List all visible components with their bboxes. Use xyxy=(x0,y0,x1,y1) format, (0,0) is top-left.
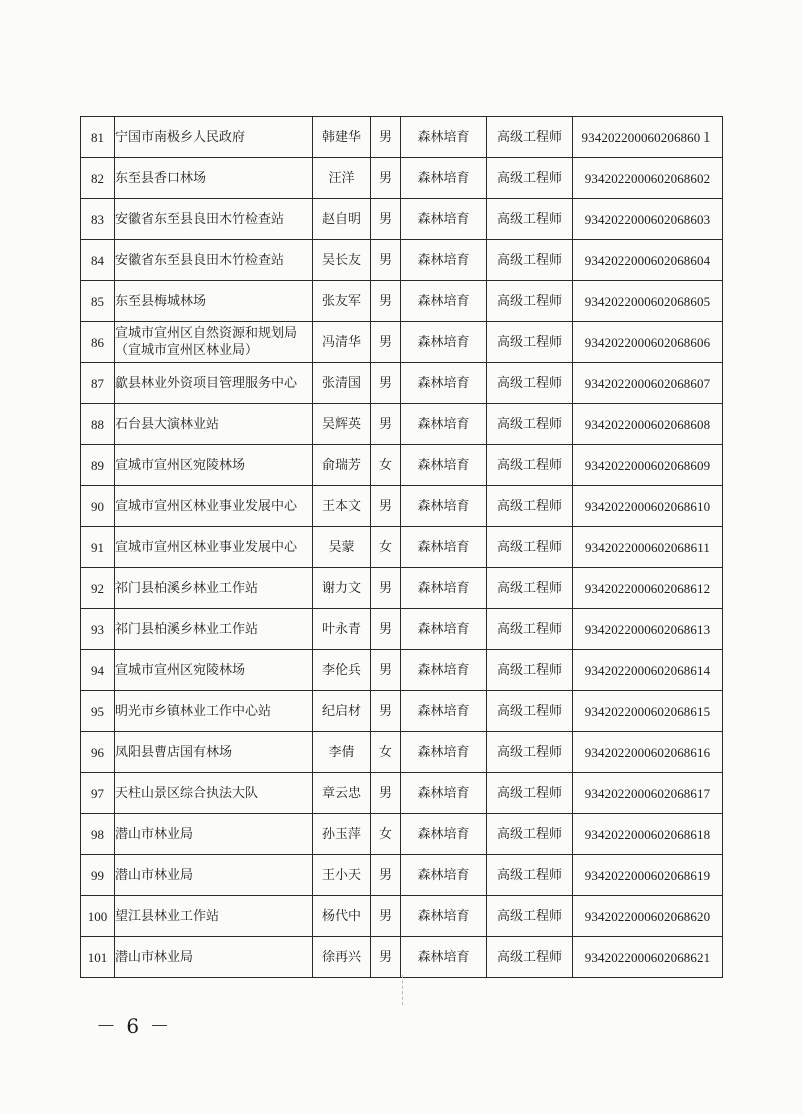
table-row xyxy=(81,650,723,691)
row-number-cell: 86 xyxy=(81,322,115,363)
page-number: － 6 － xyxy=(96,1014,172,1038)
certificate-number-cell: 9342022000602068617 xyxy=(573,773,723,814)
gender-cell: 男 xyxy=(371,650,401,691)
row-number-cell: 91 xyxy=(81,527,115,568)
organization-cell: 石台县大演林业站 xyxy=(115,404,313,445)
person-name-cell: 冯清华 xyxy=(313,322,371,363)
specialty-cell: 森林培育 xyxy=(401,445,487,486)
row-number-cell: 93 xyxy=(81,609,115,650)
organization-cell: 歙县林业外资项目管理服务中心 xyxy=(115,363,313,404)
professional-title-cell: 高级工程师 xyxy=(487,650,573,691)
organization-cell: 明光市乡镇林业工作中心站 xyxy=(115,691,313,732)
person-name-cell: 张清国 xyxy=(313,363,371,404)
row-number-cell: 100 xyxy=(81,896,115,937)
certificate-number-cell: 934202200060206860１ xyxy=(573,117,723,158)
gender-cell: 男 xyxy=(371,281,401,322)
person-name-cell: 杨代中 xyxy=(313,896,371,937)
certificate-number-cell: 9342022000602068602 xyxy=(573,158,723,199)
row-number-cell: 83 xyxy=(81,199,115,240)
professional-title-cell: 高级工程师 xyxy=(487,814,573,855)
organization-cell: 潜山市林业局 xyxy=(115,855,313,896)
gender-cell: 女 xyxy=(371,814,401,855)
table-row xyxy=(81,322,723,363)
row-number-cell: 82 xyxy=(81,158,115,199)
fold-mark xyxy=(402,975,404,1005)
gender-cell: 男 xyxy=(371,568,401,609)
professional-title-cell: 高级工程师 xyxy=(487,773,573,814)
organization-cell: 祁门县柏溪乡林业工作站 xyxy=(115,568,313,609)
certificate-number-cell: 9342022000602068610 xyxy=(573,486,723,527)
specialty-cell: 森林培育 xyxy=(401,896,487,937)
person-name-cell: 吴蒙 xyxy=(313,527,371,568)
person-name-cell: 叶永青 xyxy=(313,609,371,650)
certificate-number-cell: 9342022000602068608 xyxy=(573,404,723,445)
specialty-cell: 森林培育 xyxy=(401,486,487,527)
specialty-cell: 森林培育 xyxy=(401,527,487,568)
row-number-cell: 98 xyxy=(81,814,115,855)
certificate-number-cell: 9342022000602068606 xyxy=(573,322,723,363)
specialty-cell: 森林培育 xyxy=(401,814,487,855)
specialty-cell: 森林培育 xyxy=(401,322,487,363)
organization-cell: 东至县香口林场 xyxy=(115,158,313,199)
certificate-number-cell: 9342022000602068605 xyxy=(573,281,723,322)
person-name-cell: 汪洋 xyxy=(313,158,371,199)
certificate-number-cell: 9342022000602068609 xyxy=(573,445,723,486)
organization-cell: 宁国市南极乡人民政府 xyxy=(115,117,313,158)
specialty-cell: 森林培育 xyxy=(401,732,487,773)
row-number-cell: 95 xyxy=(81,691,115,732)
specialty-cell: 森林培育 xyxy=(401,691,487,732)
certificate-number-cell: 9342022000602068604 xyxy=(573,240,723,281)
gender-cell: 女 xyxy=(371,527,401,568)
person-name-cell: 纪启材 xyxy=(313,691,371,732)
professional-title-cell: 高级工程师 xyxy=(487,486,573,527)
gender-cell: 男 xyxy=(371,773,401,814)
table-row xyxy=(81,814,723,855)
table-row xyxy=(81,527,723,568)
gender-cell: 男 xyxy=(371,855,401,896)
table-row xyxy=(81,855,723,896)
professional-title-cell: 高级工程师 xyxy=(487,117,573,158)
person-name-cell: 李倩 xyxy=(313,732,371,773)
certificate-number-cell: 9342022000602068603 xyxy=(573,199,723,240)
row-number-cell: 81 xyxy=(81,117,115,158)
professional-title-cell: 高级工程师 xyxy=(487,363,573,404)
table-row xyxy=(81,117,723,158)
row-number-cell: 99 xyxy=(81,855,115,896)
gender-cell: 男 xyxy=(371,322,401,363)
table-row xyxy=(81,404,723,445)
table-row xyxy=(81,609,723,650)
professional-title-cell: 高级工程师 xyxy=(487,527,573,568)
professional-title-cell: 高级工程师 xyxy=(487,404,573,445)
professional-title-cell: 高级工程师 xyxy=(487,732,573,773)
specialty-cell: 森林培育 xyxy=(401,568,487,609)
specialty-cell: 森林培育 xyxy=(401,773,487,814)
professional-title-cell: 高级工程师 xyxy=(487,199,573,240)
person-name-cell: 徐再兴 xyxy=(313,937,371,978)
roster-table xyxy=(80,116,723,978)
table-row xyxy=(81,199,723,240)
gender-cell: 男 xyxy=(371,158,401,199)
organization-cell: 东至县梅城林场 xyxy=(115,281,313,322)
specialty-cell: 森林培育 xyxy=(401,117,487,158)
gender-cell: 男 xyxy=(371,896,401,937)
certificate-number-cell: 9342022000602068612 xyxy=(573,568,723,609)
organization-cell: 宣城市宣州区宛陵林场 xyxy=(115,445,313,486)
person-name-cell: 王小天 xyxy=(313,855,371,896)
table-row xyxy=(81,158,723,199)
table-row xyxy=(81,363,723,404)
organization-cell: 潜山市林业局 xyxy=(115,937,313,978)
certificate-number-cell: 9342022000602068621 xyxy=(573,937,723,978)
row-number-cell: 92 xyxy=(81,568,115,609)
certificate-number-cell: 9342022000602068611 xyxy=(573,527,723,568)
row-number-cell: 90 xyxy=(81,486,115,527)
professional-title-cell: 高级工程师 xyxy=(487,896,573,937)
organization-cell: 祁门县柏溪乡林业工作站 xyxy=(115,609,313,650)
specialty-cell: 森林培育 xyxy=(401,650,487,691)
organization-cell: 潜山市林业局 xyxy=(115,814,313,855)
certificate-number-cell: 9342022000602068619 xyxy=(573,855,723,896)
table-row xyxy=(81,691,723,732)
gender-cell: 女 xyxy=(371,732,401,773)
person-name-cell: 赵自明 xyxy=(313,199,371,240)
specialty-cell: 森林培育 xyxy=(401,404,487,445)
specialty-cell: 森林培育 xyxy=(401,158,487,199)
row-number-cell: 85 xyxy=(81,281,115,322)
specialty-cell: 森林培育 xyxy=(401,855,487,896)
person-name-cell: 吴长友 xyxy=(313,240,371,281)
person-name-cell: 谢力文 xyxy=(313,568,371,609)
certificate-number-cell: 9342022000602068613 xyxy=(573,609,723,650)
gender-cell: 女 xyxy=(371,445,401,486)
organization-cell: 宣城市宣州区自然资源和规划局（宣城市宣州区林业局） xyxy=(115,322,313,363)
row-number-cell: 88 xyxy=(81,404,115,445)
organization-cell: 天柱山景区综合执法大队 xyxy=(115,773,313,814)
organization-cell: 凤阳县曹店国有林场 xyxy=(115,732,313,773)
specialty-cell: 森林培育 xyxy=(401,281,487,322)
gender-cell: 男 xyxy=(371,609,401,650)
row-number-cell: 87 xyxy=(81,363,115,404)
professional-title-cell: 高级工程师 xyxy=(487,445,573,486)
gender-cell: 男 xyxy=(371,404,401,445)
table-row xyxy=(81,568,723,609)
professional-title-cell: 高级工程师 xyxy=(487,568,573,609)
gender-cell: 男 xyxy=(371,691,401,732)
certificate-number-cell: 9342022000602068616 xyxy=(573,732,723,773)
table-row xyxy=(81,486,723,527)
certificate-number-cell: 9342022000602068607 xyxy=(573,363,723,404)
professional-title-cell: 高级工程师 xyxy=(487,158,573,199)
table-row xyxy=(81,937,723,978)
row-number-cell: 97 xyxy=(81,773,115,814)
certificate-number-cell: 9342022000602068618 xyxy=(573,814,723,855)
person-name-cell: 王本文 xyxy=(313,486,371,527)
table-row xyxy=(81,240,723,281)
person-name-cell: 章云忠 xyxy=(313,773,371,814)
person-name-cell: 俞瑞芳 xyxy=(313,445,371,486)
professional-title-cell: 高级工程师 xyxy=(487,937,573,978)
gender-cell: 男 xyxy=(371,363,401,404)
row-number-cell: 94 xyxy=(81,650,115,691)
certificate-number-cell: 9342022000602068620 xyxy=(573,896,723,937)
gender-cell: 男 xyxy=(371,486,401,527)
organization-cell: 宣城市宣州区林业事业发展中心 xyxy=(115,527,313,568)
professional-title-cell: 高级工程师 xyxy=(487,281,573,322)
row-number-cell: 84 xyxy=(81,240,115,281)
gender-cell: 男 xyxy=(371,199,401,240)
roster-table-body xyxy=(81,117,723,978)
certificate-number-cell: 9342022000602068615 xyxy=(573,691,723,732)
table-row xyxy=(81,732,723,773)
person-name-cell: 李伦兵 xyxy=(313,650,371,691)
organization-cell: 宣城市宣州区林业事业发展中心 xyxy=(115,486,313,527)
specialty-cell: 森林培育 xyxy=(401,937,487,978)
gender-cell: 男 xyxy=(371,937,401,978)
professional-title-cell: 高级工程师 xyxy=(487,322,573,363)
gender-cell: 男 xyxy=(371,117,401,158)
certificate-number-cell: 9342022000602068614 xyxy=(573,650,723,691)
organization-cell: 安徽省东至县良田木竹检查站 xyxy=(115,240,313,281)
person-name-cell: 韩建华 xyxy=(313,117,371,158)
professional-title-cell: 高级工程师 xyxy=(487,691,573,732)
organization-cell: 宣城市宣州区宛陵林场 xyxy=(115,650,313,691)
table-row xyxy=(81,773,723,814)
specialty-cell: 森林培育 xyxy=(401,199,487,240)
table-row xyxy=(81,445,723,486)
professional-title-cell: 高级工程师 xyxy=(487,609,573,650)
specialty-cell: 森林培育 xyxy=(401,609,487,650)
person-name-cell: 孙玉萍 xyxy=(313,814,371,855)
organization-cell: 望江县林业工作站 xyxy=(115,896,313,937)
person-name-cell: 吴辉英 xyxy=(313,404,371,445)
table-row xyxy=(81,281,723,322)
row-number-cell: 89 xyxy=(81,445,115,486)
table-row xyxy=(81,896,723,937)
organization-cell: 安徽省东至县良田木竹检查站 xyxy=(115,199,313,240)
row-number-cell: 101 xyxy=(81,937,115,978)
person-name-cell: 张友军 xyxy=(313,281,371,322)
professional-title-cell: 高级工程师 xyxy=(487,855,573,896)
specialty-cell: 森林培育 xyxy=(401,240,487,281)
professional-title-cell: 高级工程师 xyxy=(487,240,573,281)
specialty-cell: 森林培育 xyxy=(401,363,487,404)
gender-cell: 男 xyxy=(371,240,401,281)
row-number-cell: 96 xyxy=(81,732,115,773)
